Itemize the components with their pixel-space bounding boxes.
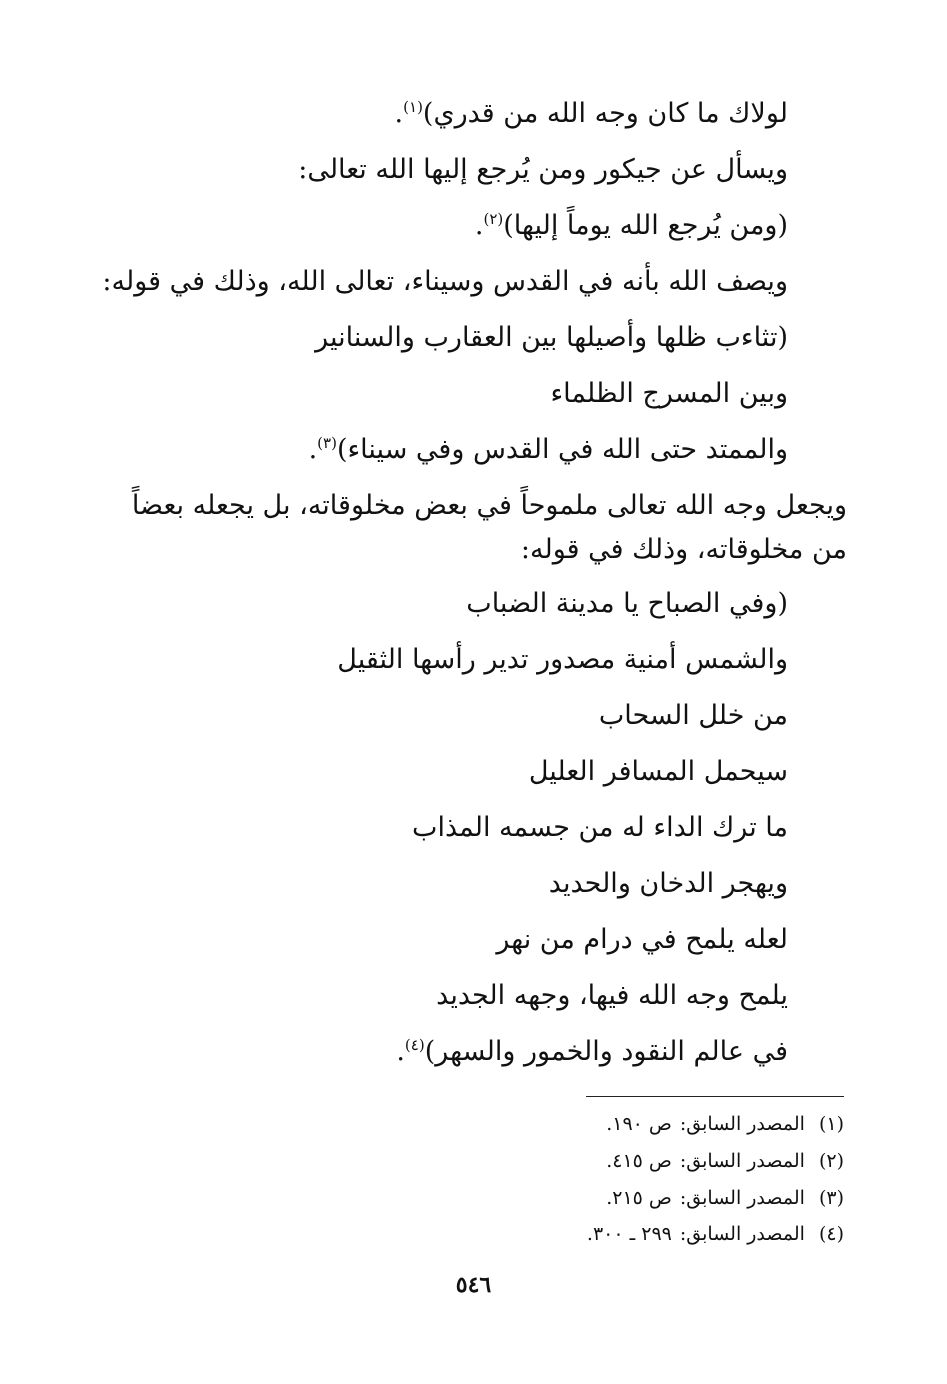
page-number: ٥٤٦ <box>455 1272 492 1298</box>
body-line-7: والممتد حتى الله في القدس وفي سيناء)$^{(٣)}$. <box>308 434 788 465</box>
footnote-ref-1: (١) <box>403 98 423 116</box>
footnote-ref-2: (٢) <box>483 210 504 228</box>
footnote-ref-4: (٤) <box>404 1036 425 1054</box>
body-line-10: (وفي الصباح يا مدينة الضباب <box>466 588 788 619</box>
body-line-8: ويجعل وجه الله تعالى ملموحاً في بعض مخلوقاته، بل يجعله بعضاً <box>131 490 847 521</box>
footnote-2: (٢)المصدر السابق:ص ٤١٥. <box>606 1150 844 1172</box>
footnote-divider <box>586 1096 844 1097</box>
body-line-5: (تثاءب ظلها وأصيلها بين العقارب والسنانير <box>315 322 788 353</box>
body-line-18: في عالم النقود والخمور والسهر)$^{(٤)}$. <box>396 1036 788 1067</box>
footnote-1: (١)المصدر السابق:ص ١٩٠. <box>606 1113 844 1135</box>
body-line-2: ويسأل عن جيكور ومن يُرجع إليها الله تعالى: <box>298 154 788 185</box>
footnote-4: (٤)المصدر السابق:٢٩٩ ـ ٣٠٠. <box>586 1223 844 1245</box>
footnote-ref-3: (٣) <box>317 434 337 452</box>
body-line-12: من خلل السحاب <box>598 700 788 731</box>
body-line-15: ويهجر الدخان والحديد <box>548 868 788 899</box>
body-line-17: يلمح وجه الله فيها، وجهه الجديد <box>436 980 788 1011</box>
body-line-3: (ومن يُرجع الله يوماً إليها)$^{(٢)}$. <box>474 210 788 241</box>
body-line-9: من مخلوقاته، وذلك في قوله: <box>520 534 847 565</box>
footnote-3: (٣)المصدر السابق:ص ٢١٥. <box>606 1187 844 1209</box>
body-line-16: لعله يلمح في درام من نهر <box>496 924 788 955</box>
body-line-4: ويصف الله بأنه في القدس وسيناء، تعالى الله، وذلك في قوله: <box>102 266 788 297</box>
body-line-6: وبين المسرج الظلماء <box>550 378 788 409</box>
body-line-11: والشمس أمنية مصدور تدير رأسها الثقيل <box>337 644 788 675</box>
body-line-13: سيحمل المسافر العليل <box>528 756 788 787</box>
body-line-1: لولاك ما كان وجه الله من قدري)$^{(١)}$. <box>394 98 788 129</box>
body-line-14: ما ترك الداء له من جسمه المذاب <box>412 812 788 843</box>
